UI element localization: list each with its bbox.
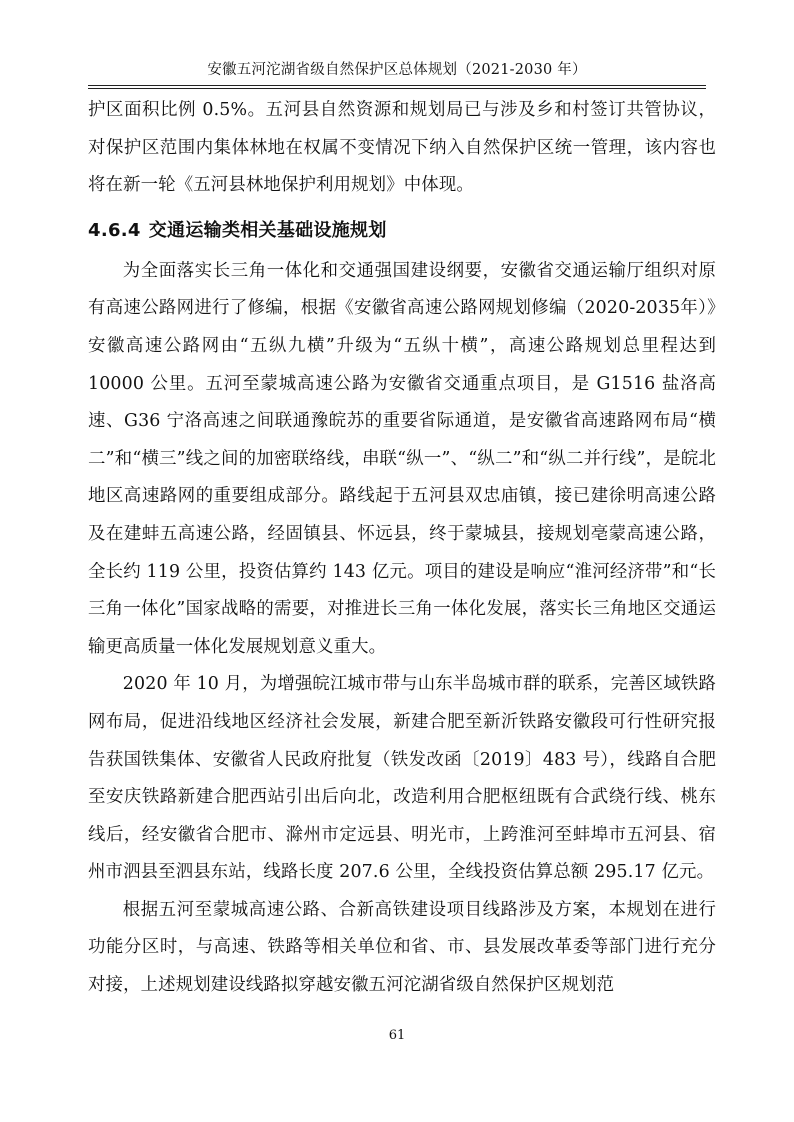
paragraph-expressway: 为全面落实长三角一体化和交通强国建设纲要，安徽省交通运输厅组织对原有高速公路网进行了修编，根据《安徽省高速公路网规划修编（2020-2035年）》安徽高速公路网由“五纵九横”升级为“五纵十横”，高速公路规划总里程达到 10000 公里。五河至蒙城高速公路为安徽省交通重点项目，是 G1516 盐洛高速、G36 宁洛高速之间联通豫皖苏的重要省际通道，是安徽省高速路网布局“横二”和“横三”线之间的加密联络线，串联“纵一”、“纵二”和“纵二并行线”，是皖北地区高速路网的重要组成部分。路线起于五河县双忠庙镇，接已建徐明高速公路及在建蚌五高速公路，经固镇县、怀远县，终于蒙城县，接规划亳蒙高速公路，全长约 119 公里，投资估算约 143 亿元。项目的建设是响应“淮河经济带”和“长三角一体化”国家战略的需要，对推进长三角一体化发展，落实长三角地区交通运输更高质量一体化发展规划意义重大。: [88, 260, 716, 657]
section-number: 4.6.4: [88, 219, 141, 241]
paragraph-railway: 2020 年 10 月，为增强皖江城市带与山东半岛城市群的联系，完善区域铁路网布局，促进沿线地区经济社会发展，新建合肥至新沂铁路安徽段可行性研究报告获国铁集体、安徽省人民政府批复（铁发改函〔2019〕483 号），线路自合肥至安庆铁路新建合肥西站引出后向北，改造利用合肥枢纽既有合武绕行线、桃东线后，经安徽省合肥市、滁州市定远县、明光市，上跨淮河至蚌埠市五河县、宿州市泗县至泗县东站，线路长度 207.6 公里，全线投资估算总额 295.17 亿元。: [88, 674, 716, 883]
document-body: [88, 92, 716, 1005]
header-divider: [88, 85, 706, 89]
section-heading: [88, 205, 716, 253]
section-title: 交通运输类相关基础设施规划: [148, 219, 387, 241]
paragraph-continuation: 护区面积比例 0.5%。五河县自然资源和规划局已与涉及乡和村签订共管协议，对保护区范围内集体林地在权属不变情况下纳入自然保护区统一管理，该内容也将在新一轮《五河县林地保护利用规划》中体现。: [88, 100, 716, 196]
running-header: 安徽五河沱湖省级自然保护区总体规划（2021-2030 年）: [207, 62, 587, 78]
page-number: 61: [388, 1028, 406, 1043]
paragraph-planning-coordination: 根据五河至蒙城高速公路、合新高铁建设项目线路涉及方案，本规划在进行功能分区时，与高速、铁路等相关单位和省、市、县发展改革委等部门进行充分对接，上述规划建设线路拟穿越安徽五河沱湖省级自然保护区规划范: [88, 899, 716, 996]
